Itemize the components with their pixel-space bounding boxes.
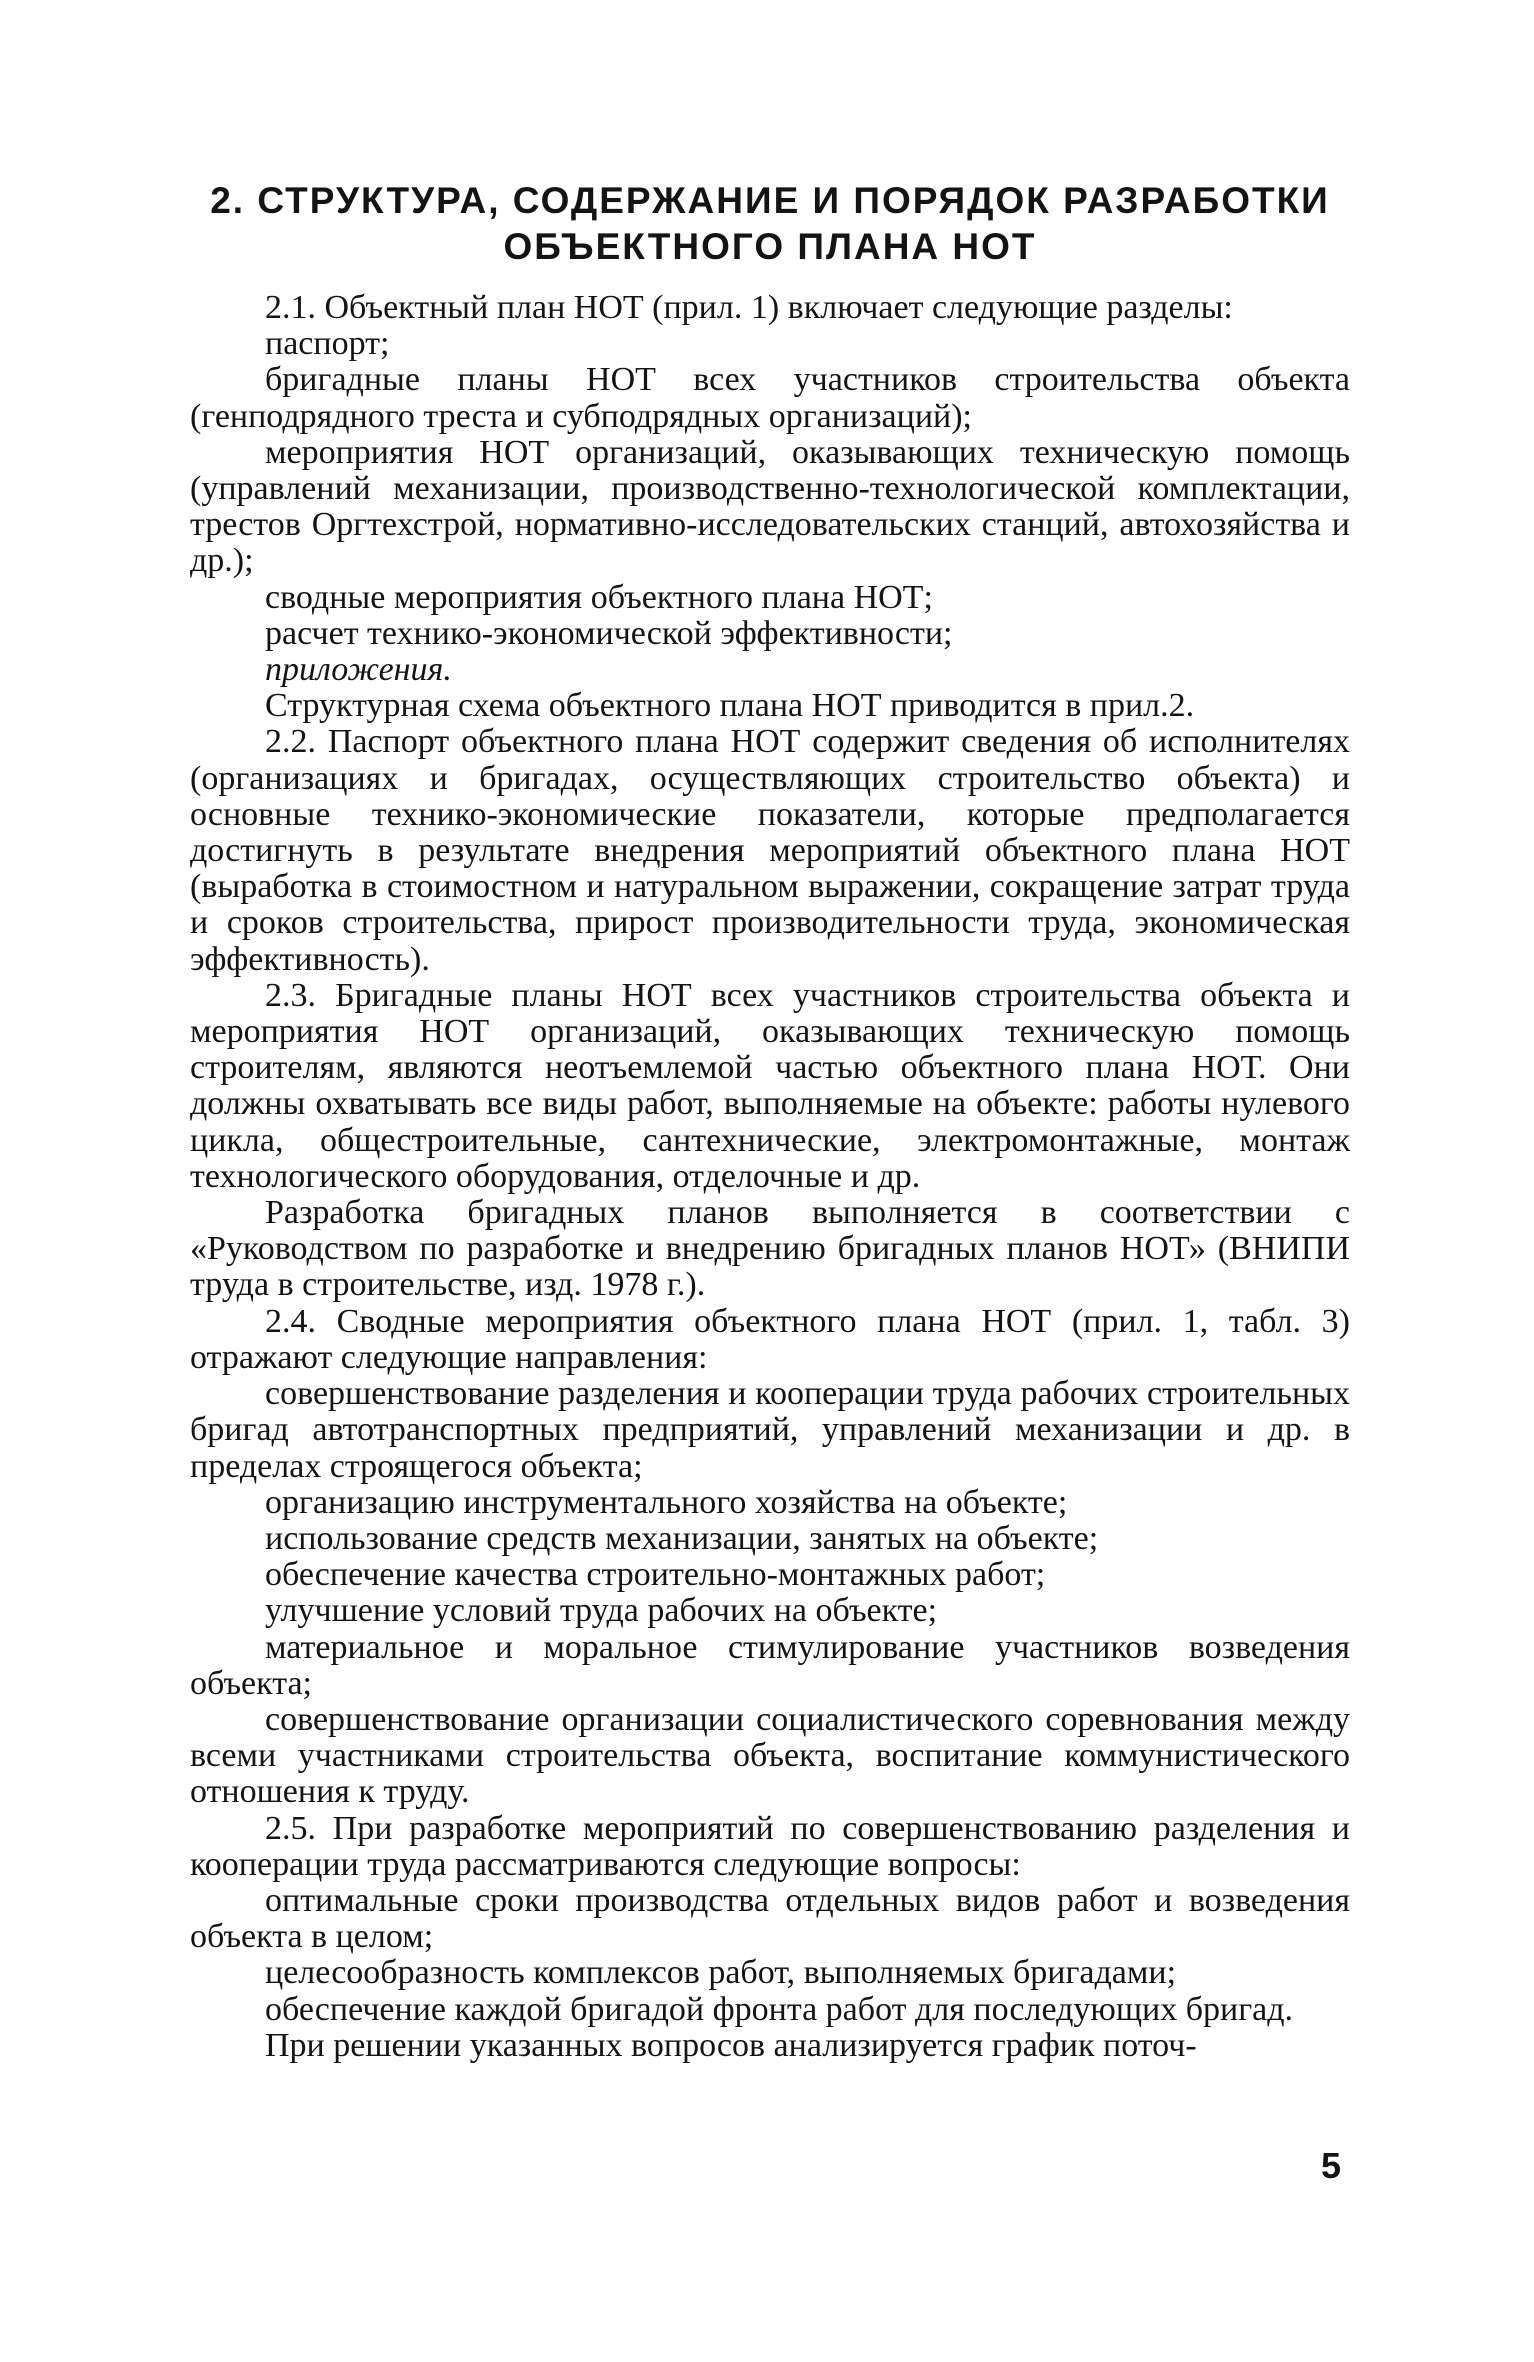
paragraph-2-5: 2.5. При разработке мероприятий по совершенствованию разделения и кооперации труда рассматриваются следующие вопросы: bbox=[190, 1809, 1350, 1883]
document-page bbox=[190, 178, 1350, 2064]
paragraph-2-3: 2.3. Бригадные планы НОТ всех участников строительства объекта и мероприятия НОТ организаций, оказывающих техническую помощь строителям, являются неотъемлемой частью объектного плана НОТ. Они должны охватывать все виды работ, выполняемые на объекте: работы нулевого цикла, общестроительные, сантехнические, электромонтажные, монтаж технологического оборудования, отделочные и др. bbox=[190, 976, 1350, 1195]
list-item-summary-measures: сводные мероприятия объектного плана НОТ; bbox=[265, 578, 933, 616]
list-item-optimal-terms: оптимальные сроки производства отдельных видов работ и возведения объекта в целом; bbox=[190, 1881, 1350, 1956]
paragraph-analysis: При решении указанных вопросов анализируется график поточ- bbox=[265, 2026, 1197, 2064]
list-item-tools: организацию инструментального хозяйства на объекте; bbox=[265, 1483, 1068, 1521]
list-item-competition: совершенствование организации социалистического соревнования между всеми участниками строительства объекта, воспитание коммунистического отношения к труду. bbox=[190, 1700, 1350, 1811]
list-item-front: обеспечение каждой бригадой фронта работ для последующих бригад. bbox=[265, 1990, 1294, 2028]
list-item-quality: обеспечение качества строительно-монтажных работ; bbox=[265, 1556, 1046, 1594]
list-item-appendices: приложения. bbox=[265, 651, 452, 689]
list-item-conditions: улучшение условий труда рабочих на объекте; bbox=[265, 1592, 938, 1630]
paragraph-structure-scheme: Структурная схема объектного плана НОТ приводится в прил.2. bbox=[265, 687, 1195, 725]
paragraph-brigade-development: Разработка бригадных планов выполняется в соответствии с «Руководством по разработке и внедрению бригадных планов НОТ» (ВНИПИ труда в строительстве, изд. 1978 г.). bbox=[190, 1194, 1350, 1304]
list-item-cooperation: совершенствование разделения и кооперации труда рабочих строительных бригад автотранспортных предприятий, управлений механизации и др. в пределах строящегося объекта; bbox=[190, 1375, 1350, 1485]
list-item-efficiency: расчет технико-экономической эффективности; bbox=[265, 614, 953, 652]
paragraph-2-1: 2.1. Объектный план НОТ (прил. 1) включает следующие разделы: bbox=[265, 289, 1233, 326]
list-item-stimulation: материальное и моральное стимулирование участников возведения объекта; bbox=[190, 1628, 1350, 1702]
paragraph-2-2: 2.2. Паспорт объектного плана НОТ содержит сведения об исполнителях (организациях и бригадах, осуществляющих строительство объекта) и основные технико-экономические показатели, которые предполагается достигнуть в результате внедрения мероприятий объектного плана НОТ (выработка в стоимостном и натуральном выражении, сокращение затрат труда и сроков строительства, прирост производительности труда, экономическая эффективность). bbox=[190, 723, 1350, 978]
list-item-complexes: целесообразность комплексов работ, выполняемых бригадами; bbox=[265, 1954, 1177, 1992]
paragraph-2-4: 2.4. Сводные мероприятия объектного плана НОТ (прил. 1, табл. 3) отражают следующие направления: bbox=[190, 1302, 1350, 1376]
section-heading bbox=[190, 178, 1350, 270]
list-item-passport: паспорт; bbox=[265, 325, 390, 363]
page-number: 5 bbox=[1321, 2145, 1342, 2186]
heading-line-1: 2. СТРУКТУРА, СОДЕРЖАНИЕ И ПОРЯДОК РАЗРАБОТКИ bbox=[210, 180, 1330, 221]
list-item-brigade-plans: бригадные планы НОТ всех участников строительства объекта (генподрядного треста и субподрядных организаций); bbox=[190, 361, 1350, 435]
list-item-mechanization: использование средств механизации, занятых на объекте; bbox=[265, 1519, 1099, 1557]
list-item-measures: мероприятия НОТ организаций, оказывающих техническую помощь (управлений механизации, производственно-технологической комплектации, трестов Оргтехстрой, нормативно-исследовательских станций, автохозяйства и др.); bbox=[190, 433, 1350, 580]
heading-line-2: ОБЪЕКТНОГО ПЛАНА НОТ bbox=[503, 226, 1037, 267]
